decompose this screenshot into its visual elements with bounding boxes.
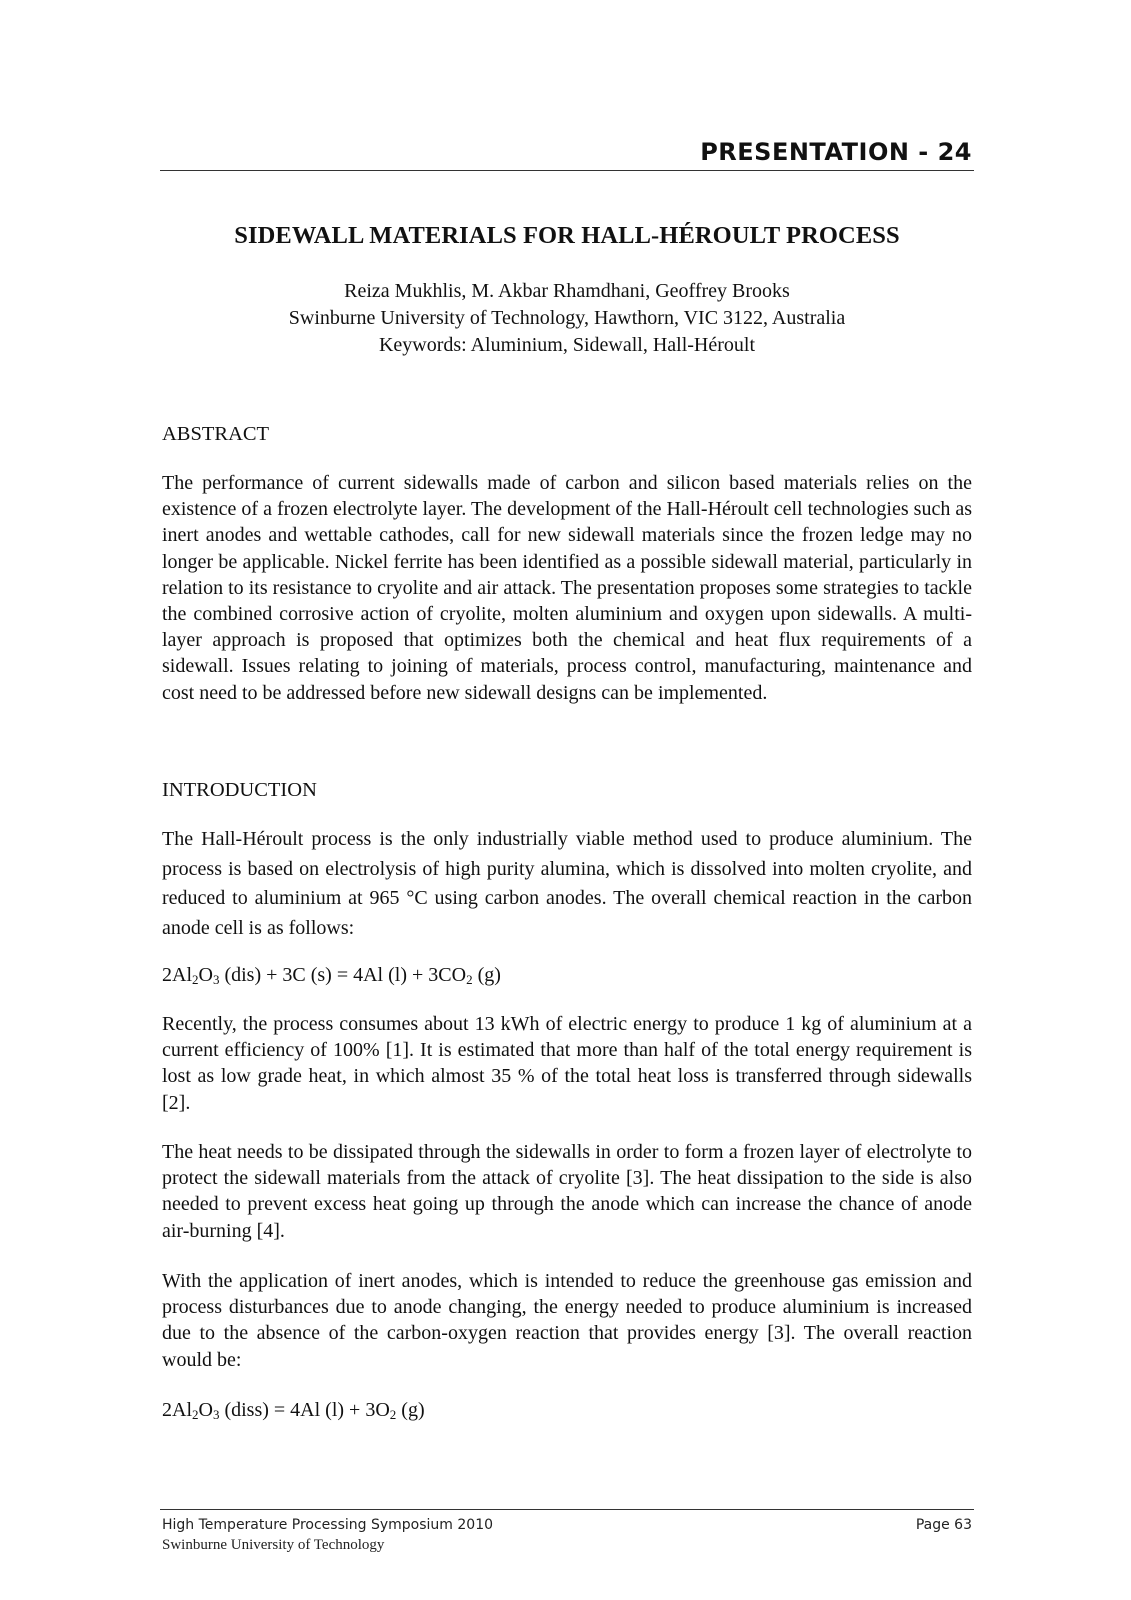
intro-paragraph-4: With the application of inert anodes, which is intended to reduce the greenhouse gas emission and process disturbances due to anode changing, the energy needed to produce aluminium is increased due to the absence of the carbon-oxygen reaction that provides energy [3]. The overall reaction would be: bbox=[162, 1270, 972, 1371]
eq1-part-a: 2Al bbox=[162, 964, 192, 986]
intro-paragraph-3: The heat needs to be dissipated through the sidewalls in order to form a frozen layer of electrolyte to protect the sidewall materials from the attack of cryolite [3]. The heat dissipation to the side is also needed to prevent excess heat going up through the anode which can increase the chance of anode air-burning [4]. bbox=[162, 1141, 972, 1242]
eq2-sub-c: 2 bbox=[389, 1407, 397, 1422]
header-divider bbox=[160, 170, 974, 171]
author-block bbox=[160, 278, 974, 359]
presentation-number: PRESENTATION - 24 bbox=[700, 138, 972, 166]
footer-symposium: High Temperature Processing Symposium 2010 bbox=[162, 1517, 494, 1533]
eq1-part-c: (dis) + 3C (s) = 4Al (l) + 3CO bbox=[219, 964, 467, 986]
footer-institution: Swinburne University of Technology bbox=[162, 1537, 385, 1553]
equation-inert-anode bbox=[162, 1399, 425, 1422]
eq1-part-b: O bbox=[198, 964, 213, 986]
author-affiliation: Swinburne University of Technology, Hawthorn, VIC 3122, Australia bbox=[288, 307, 846, 329]
page-number: Page 63 bbox=[915, 1517, 972, 1533]
eq2-part-c: (diss) = 4Al (l) + 3O bbox=[219, 1399, 390, 1421]
introduction-heading: INTRODUCTION bbox=[162, 779, 317, 801]
intro-paragraph-2: Recently, the process consumes about 13 kWh of electric energy to produce 1 kg of aluminium at a current efficiency of 100% [1]. It is estimated that more than half of the total energy requirement is lost as low grade heat, in which almost 35 % of the total heat loss is transferred through sidewalls [2]. bbox=[162, 1013, 972, 1114]
author-names: Reiza Mukhlis, M. Akbar Rhamdhani, Geoffrey Brooks bbox=[344, 280, 790, 302]
footer-source bbox=[162, 1515, 493, 1555]
eq2-part-a: 2Al bbox=[162, 1399, 192, 1421]
eq2-sub-b: 3 bbox=[212, 1407, 220, 1422]
abstract-text: The performance of current sidewalls made of carbon and silicon based materials relies on the existence of a frozen electrolyte layer. The development of the Hall-Héroult cell technologies such as inert anodes and wettable cathodes, call for new sidewall materials since the frozen ledge may no longer be applicable. Nickel ferrite has been identified as a possible sidewall material, particularly in relation to its resistance to cryolite and air attack. The presentation proposes some strategies to tackle the combined corrosive action of cryolite, molten aluminium and oxygen upon sidewalls. A multi-layer approach is proposed that optimizes both the chemical and heat flux requirements of a sidewall. Issues relating to joining of materials, process control, manufacturing, maintenance and cost need to be addressed before new sidewall designs can be implemented. bbox=[162, 472, 972, 704]
eq1-sub-c: 2 bbox=[466, 972, 473, 987]
abstract-heading: ABSTRACT bbox=[162, 423, 270, 445]
eq2-part-b: O bbox=[198, 1399, 213, 1421]
eq1-sub-a: 2 bbox=[192, 972, 199, 987]
paper-title: SIDEWALL MATERIALS FOR HALL-HÉROULT PROCESS bbox=[234, 222, 900, 249]
footer-divider bbox=[160, 1509, 974, 1510]
intro-paragraph-1: The Hall-Héroult process is the only industrially viable method used to produce aluminium. The process is based on electrolysis of high purity alumina, which is dissolved into molten cryolite, and reduced to aluminium at 965 °C using carbon anodes. The overall chemical reaction in the carbon anode cell is as follows: bbox=[162, 828, 972, 939]
equation-carbon-anode bbox=[162, 964, 501, 987]
keywords: Keywords: Aluminium, Sidewall, Hall-Héroult bbox=[378, 334, 756, 356]
eq1-sub-b: 3 bbox=[212, 972, 220, 987]
eq2-sub-a: 2 bbox=[192, 1407, 199, 1422]
eq1-part-d: (g) bbox=[472, 964, 501, 986]
eq2-part-d: (g) bbox=[396, 1399, 425, 1421]
